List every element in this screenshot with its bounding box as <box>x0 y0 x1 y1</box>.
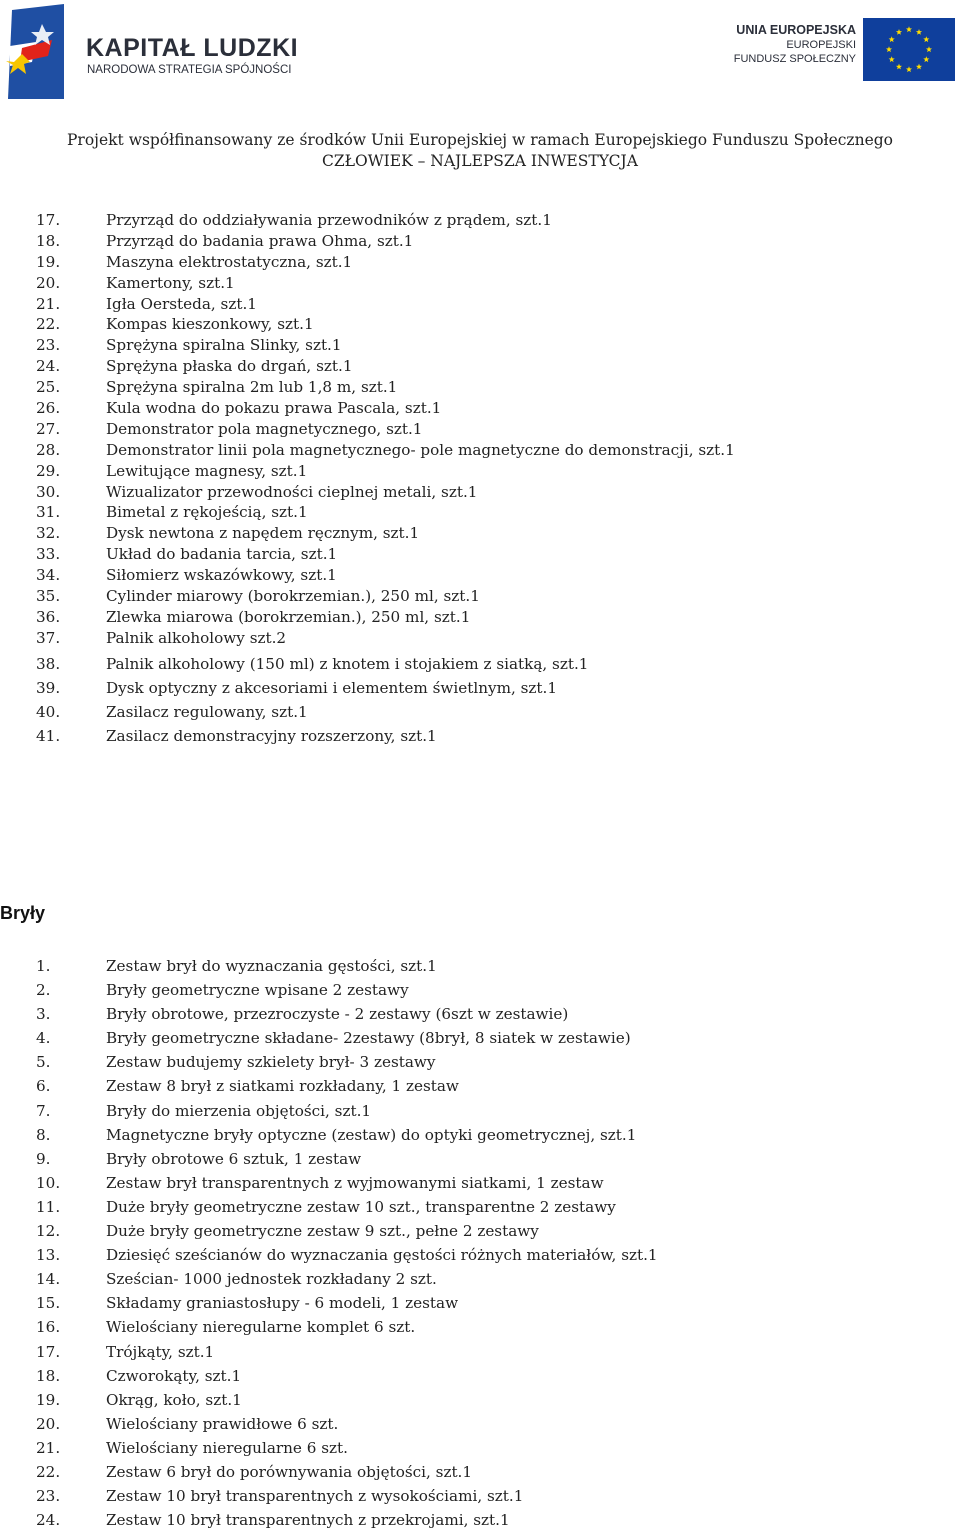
item-number: 35. <box>36 587 61 606</box>
eu-line-union: UNIA EUROPEJSKA <box>736 23 856 37</box>
item-number: 18. <box>36 1366 61 1385</box>
item-number: 38. <box>36 655 61 673</box>
item-number: 34. <box>36 566 61 585</box>
item-text: Dysk newtona z napędem ręcznym, szt.1 <box>106 524 420 543</box>
item-text: Bryły obrotowe 6 sztuk, 1 zestaw <box>106 1149 362 1168</box>
item-text: Wielościany nieregularne komplet 6 szt. <box>106 1318 416 1337</box>
item-text: Lewitujące magnesy, szt.1 <box>106 461 308 480</box>
item-text: Zestaw brył transparentnych z wyjmowanymi siatkami, 1 zestaw <box>106 1173 604 1192</box>
item-text: Demonstrator pola magnetycznego, szt.1 <box>106 419 423 438</box>
item-number: 12. <box>36 1222 61 1241</box>
item-number: 6. <box>36 1077 51 1096</box>
item-text: Zasilacz regulowany, szt.1 <box>106 703 308 721</box>
item-number: 26. <box>36 399 61 418</box>
item-text: Kamertony, szt.1 <box>106 273 235 292</box>
item-text: Sprężyna spiralna 2m lub 1,8 m, szt.1 <box>106 378 398 397</box>
item-number: 37. <box>36 628 61 647</box>
item-number: 33. <box>36 545 61 564</box>
item-number: 3. <box>36 1005 51 1024</box>
item-number: 40. <box>36 703 61 721</box>
item-number: 5. <box>36 1053 51 1072</box>
eu-flag-icon <box>863 18 955 81</box>
project-line-2: CZŁOWIEK – NAJLEPSZA INWESTYCJA <box>322 152 638 170</box>
item-number: 20. <box>36 1414 61 1433</box>
item-number: 23. <box>36 1487 61 1506</box>
item-number: 1. <box>36 957 51 975</box>
item-text: Trójkąty, szt.1 <box>106 1342 215 1361</box>
item-text: Zestaw 10 brył transparentnych z przekrojami, szt.1 <box>106 1511 510 1530</box>
item-number: 7. <box>36 1101 51 1120</box>
item-number: 16. <box>36 1318 61 1337</box>
item-number: 15. <box>36 1294 61 1313</box>
item-number: 21. <box>36 294 61 313</box>
item-number: 25. <box>36 378 61 397</box>
item-number: 18. <box>36 231 61 250</box>
item-text: Wielościany prawidłowe 6 szt. <box>106 1414 339 1433</box>
item-number: 10. <box>36 1173 61 1192</box>
item-number: 19. <box>36 1390 61 1409</box>
item-number: 41. <box>36 727 61 745</box>
item-number: 9. <box>36 1149 51 1168</box>
item-text: Sprężyna płaska do drgań, szt.1 <box>106 357 353 376</box>
item-text: Duże bryły geometryczne zestaw 10 szt., transparentne 2 zestawy <box>106 1197 616 1216</box>
item-number: 22. <box>36 1462 61 1481</box>
kapital-ludzki-subtitle: NARODOWA STRATEGIA SPÓJNOŚCI <box>87 64 292 76</box>
item-number: 27. <box>36 419 61 438</box>
item-text: Kompas kieszonkowy, szt.1 <box>106 315 314 334</box>
item-text: Maszyna elektrostatyczna, szt.1 <box>106 252 353 271</box>
item-number: 24. <box>36 1511 61 1530</box>
item-text: Cylinder miarowy (borokrzemian.), 250 ml, szt.1 <box>106 587 480 606</box>
section-title-bryly: Bryły <box>0 903 46 923</box>
item-number: 31. <box>36 503 61 522</box>
eu-text-block <box>700 22 856 66</box>
item-text: Bimetal z rękojeścią, szt.1 <box>106 503 308 522</box>
item-text: Sześcian- 1000 jednostek rozkładany 2 szt. <box>106 1270 437 1289</box>
item-text: Zestaw brył do wyznaczania gęstości, szt.1 <box>106 957 437 975</box>
item-number: 20. <box>36 273 61 292</box>
item-number: 2. <box>36 981 51 1000</box>
item-text: Zestaw budujemy szkielety brył- 3 zestawy <box>106 1053 436 1072</box>
item-number: 14. <box>36 1270 61 1289</box>
item-text: Bryły geometryczne składane- 2zestawy (8brył, 8 siatek w zestawie) <box>106 1029 631 1048</box>
item-text: Przyrząd do oddziaływania przewodników z prądem, szt.1 <box>106 211 552 229</box>
project-banner <box>0 130 960 172</box>
eu-line-european: EUROPEJSKI <box>786 39 856 51</box>
item-text: Zasilacz demonstracyjny rozszerzony, szt.1 <box>106 727 437 745</box>
item-text: Sprężyna spiralna Slinky, szt.1 <box>106 336 342 355</box>
item-number: 23. <box>36 336 61 355</box>
item-number: 24. <box>36 357 61 376</box>
item-text: Magnetyczne bryły optyczne (zestaw) do optyki geometrycznej, szt.1 <box>106 1125 637 1144</box>
item-text: Bryły do mierzenia objętości, szt.1 <box>106 1101 372 1120</box>
kapital-ludzki-title: KAPITAŁ LUDZKI <box>86 34 299 62</box>
item-text: Okrąg, koło, szt.1 <box>106 1390 242 1409</box>
item-number: 39. <box>36 679 61 697</box>
item-text: Zestaw 10 brył transparentnych z wysokościami, szt.1 <box>106 1487 524 1506</box>
item-text: Układ do badania tarcia, szt.1 <box>106 545 338 564</box>
project-line-1: Projekt współfinansowany ze środków Unii Europejskiej w ramach Europejskiego Funduszu Społecznego <box>67 131 893 149</box>
item-number: 36. <box>36 607 61 626</box>
item-text: Duże bryły geometryczne zestaw 9 szt., pełne 2 zestawy <box>106 1222 539 1241</box>
item-number: 32. <box>36 524 61 543</box>
item-text: Igła Oersteda, szt.1 <box>106 294 257 313</box>
item-text: Demonstrator linii pola magnetycznego- pole magnetyczne do demonstracji, szt.1 <box>106 440 735 459</box>
item-text: Siłomierz wskazówkowy, szt.1 <box>106 566 337 585</box>
kapital-ludzki-logo-icon <box>6 4 66 99</box>
item-number: 28. <box>36 440 61 459</box>
item-text: Kula wodna do pokazu prawa Pascala, szt.1 <box>106 399 442 418</box>
item-text: Wizualizator przewodności cieplnej metali, szt.1 <box>106 482 478 501</box>
item-text: Dziesięć sześcianów do wyznaczania gęstości różnych materiałów, szt.1 <box>106 1246 658 1265</box>
eu-line-fund: FUNDUSZ SPOŁECZNY <box>733 53 856 65</box>
item-text: Zestaw 6 brył do porównywania objętości, szt.1 <box>106 1462 473 1481</box>
item-number: 17. <box>36 1342 61 1361</box>
item-text: Dysk optyczny z akcesoriami i elementem świetlnym, szt.1 <box>106 679 558 697</box>
item-text: Palnik alkoholowy (150 ml) z knotem i stojakiem z siatką, szt.1 <box>106 655 589 673</box>
item-number: 17. <box>36 211 61 229</box>
item-text: Zlewka miarowa (borokrzemian.), 250 ml, szt.1 <box>106 607 471 626</box>
item-text: Wielościany nieregularne 6 szt. <box>106 1438 348 1457</box>
item-number: 21. <box>36 1438 61 1457</box>
item-text: Składamy graniastosłupy - 6 modeli, 1 zestaw <box>106 1294 459 1313</box>
item-number: 13. <box>36 1246 61 1265</box>
item-text: Przyrząd do badania prawa Ohma, szt.1 <box>106 231 414 250</box>
item-number: 11. <box>36 1197 61 1216</box>
item-number: 29. <box>36 461 61 480</box>
item-number: 22. <box>36 315 61 334</box>
item-text: Bryły geometryczne wpisane 2 zestawy <box>106 981 409 1000</box>
item-text: Palnik alkoholowy szt.2 <box>106 628 287 647</box>
item-text: Czworokąty, szt.1 <box>106 1366 242 1385</box>
item-number: 19. <box>36 252 61 271</box>
page-header <box>0 0 960 110</box>
item-text: Zestaw 8 brył z siatkami rozkładany, 1 zestaw <box>106 1077 459 1096</box>
item-number: 30. <box>36 482 61 501</box>
item-text: Bryły obrotowe, przezroczyste - 2 zestawy (6szt w zestawie) <box>106 1005 569 1024</box>
item-number: 8. <box>36 1125 51 1144</box>
item-number: 4. <box>36 1029 51 1048</box>
